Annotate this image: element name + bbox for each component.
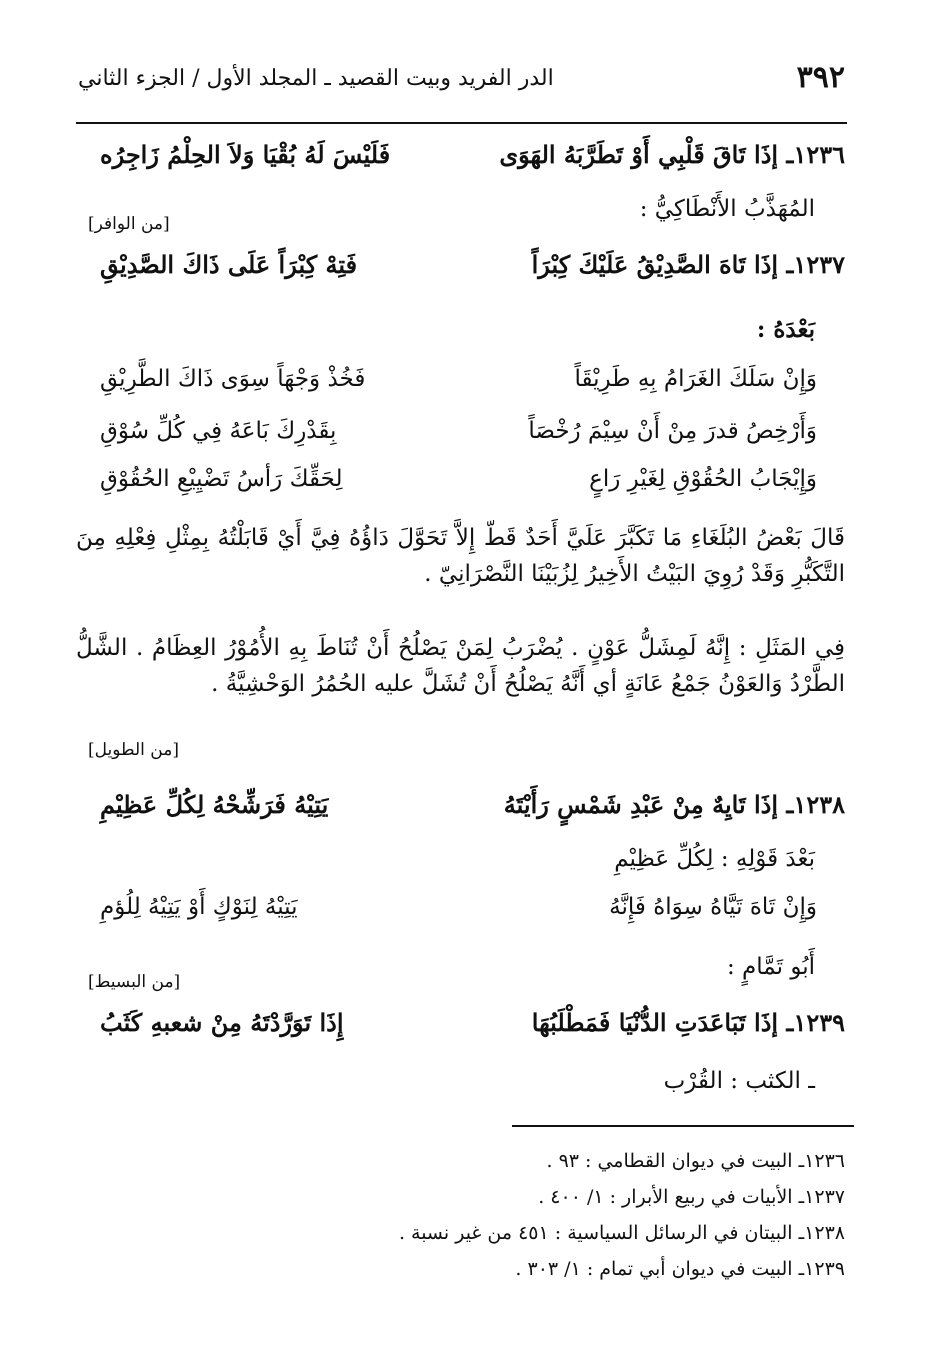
hemistich-second: لِحَقِّكَ رَأسُ تَضْيِيْعِ الحُقُوْقِ — [100, 466, 343, 492]
verse-line — [100, 366, 845, 408]
verse-1236 — [100, 140, 845, 184]
footnote: ١٢٣٨ـ البيتان في الرسائل السياسية : ٤٥١ من غير نسبة . — [398, 1222, 845, 1244]
verse-line — [100, 466, 845, 508]
hemistich-first: وَإِنْ سَلَكَ الغَرَامُ بِهِ طَرِيْقَاً — [574, 366, 817, 392]
commentary-paragraph: فِي المَثَلِ : إِنَّهُ لَمِشَلُّ عَوْنٍ . يُضْرَبُ لِمَنْ يَصْلُحُ أَنْ تُنَاطَ بِهِ الأُمُوْرُ العِظَامُ . الشَّلُّ الطَّرْدُ وَالعَوْنُ جَمْعُ عَانَةٍ أي أَنَّهُ يَصْلُحُ أَنْ تُشَلَّ عليه الحُمُرُ الوَحْشِيَّةُ . — [76, 635, 845, 697]
verse-line — [100, 418, 845, 460]
page-number: ٣٩٢ — [796, 60, 845, 95]
running-header: الدر الفريد وبيت القصيد ـ المجلد الأول / الجزء الثاني — [78, 66, 554, 91]
verse-1239 — [100, 1008, 845, 1052]
after-note: بَعْدَ قَوْلِهِ : لِكُلِّ عَظِيْمِ — [614, 846, 815, 872]
hemistich-first: وَأَرْخِصُ قدرَ مِنْ أَنْ سِيْمَ رُخْصَاً — [528, 418, 817, 444]
hemistich-second: يَتِيْهُ لِنَوْكٍ أَوْ يَتِيْهُ لِلُؤمِ — [100, 894, 298, 920]
meter-label: [من البسيط] — [88, 972, 181, 992]
hemistich-first: ١٢٣٦ـ إذَا تَاقَ قَلْبِي أَوْ تَطَرَّبَهُ الهَوَى — [499, 140, 845, 169]
commentary-paragraph: قَالَ بَعْضُ البُلَغَاءِ مَا تَكَبَّرَ عَلَيَّ أَحَدٌ قَطّ إِلاَّ تَحَوَّلَ دَاؤُهُ فِيَّ أَيْ قَابَلْتُهُ بِمِثْلِ فِعْلِهِ مِنَ التَّكَبُّرِ وَقَدْ رُوِيَ البَيْتُ الأَخِيرُ لِزُبَيْنَا النَّصْرَانِيّ . — [76, 525, 845, 587]
hemistich-second: يَتِيْهُ فَرَشِّحْهُ لِكُلِّ عَظِيْمِ — [100, 790, 329, 819]
verse-line — [100, 894, 845, 936]
poet-name: المُهَذَّبُ الأَنْطَاكِيُّ : — [639, 196, 815, 222]
meter-label: [من الطويل] — [88, 740, 179, 760]
footnote-rule — [512, 1125, 854, 1127]
hemistich-second: فَلَيْسَ لَهُ بُقْيَا وَلاَ الحِلْمُ زَاجِرُه — [100, 140, 391, 169]
hemistich-second: فَتِهْ كِبْرَاً عَلَى ذَاكَ الصَّدِيْقِ — [100, 250, 358, 279]
gloss-note: ـ الكثب : القُرْب — [663, 1068, 815, 1094]
verse-1238 — [100, 790, 845, 834]
hemistich-second: إِذَا تَوَرَّدْتَهُ مِنْ شعبهِ كَثَبُ — [100, 1008, 344, 1037]
meter-label: [من الوافر] — [88, 214, 170, 234]
hemistich-first: ١٢٣٧ـ إذَا تَاهَ الصَّدِيْقُ عَلَيْكَ كِبْرَاً — [531, 250, 845, 279]
hemistich-second: فَخُذْ وَجْهَاً سِوَى ذَاكَ الطَّرِيْقِ — [100, 366, 366, 392]
hemistich-second: بِقَدْرِكَ بَاعَهُ فِي كُلِّ سُوْقِ — [100, 418, 337, 444]
footnote: ١٢٣٦ـ البيت في ديوان القطامي : ٩٣ . — [546, 1150, 845, 1172]
after-note: بَعْدَهُ : — [756, 316, 815, 343]
header-rule — [76, 122, 847, 124]
hemistich-first: وَإِنْ تَاهَ تَيَّاهُ سِوَاهُ فَإِنَّهُ — [609, 894, 817, 920]
footnote: ١٢٣٩ـ البيت في ديوان أبي تمام : ١/ ٣٠٣ . — [515, 1258, 845, 1280]
hemistich-first: ١٢٣٨ـ إذَا تَايِهٌ مِنْ عَبْدِ شَمْسٍ رَأَيْتَهُ — [503, 790, 845, 819]
hemistich-first: وَإِيْجَابُ الحُقُوْقِ لِغَيْرِ رَاعٍ — [589, 466, 817, 492]
footnote: ١٢٣٧ـ الأبيات في ربيع الأبرار : ١/ ٤٠٠ . — [538, 1186, 845, 1208]
poet-name: أَبُو تَمَّامٍ : — [727, 954, 815, 980]
verse-1237 — [100, 250, 845, 294]
hemistich-first: ١٢٣٩ـ إذَا تَبَاعَدَتِ الدُّنْيَا فَمَطْلَبُهَا — [531, 1008, 845, 1037]
